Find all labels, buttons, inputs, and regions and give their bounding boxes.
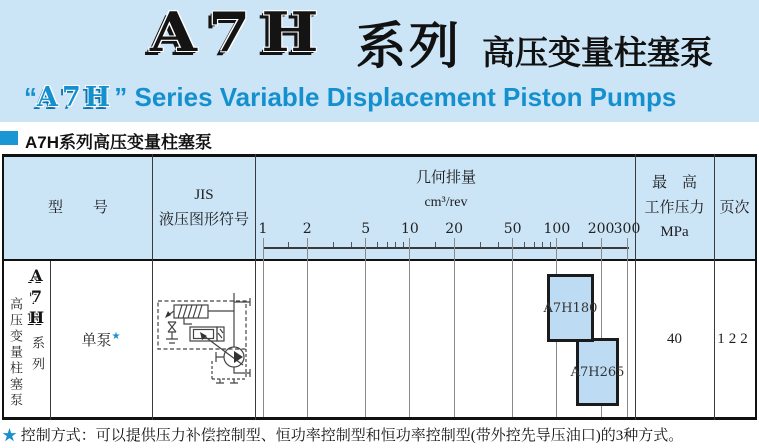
axis-gridline bbox=[512, 238, 513, 417]
pump-title-cn: 高压变量柱塞泵 bbox=[482, 34, 713, 71]
axis-tick-label: 2 bbox=[302, 221, 312, 237]
pump-spec-table bbox=[2, 154, 757, 420]
displacement-unit: cm³/rev bbox=[424, 194, 468, 210]
axis-baseline bbox=[263, 247, 629, 249]
title-banner bbox=[0, 0, 759, 122]
axis-minor-tick bbox=[403, 242, 404, 247]
pressure-value-cell: 40 bbox=[667, 330, 682, 347]
axis-gridline bbox=[627, 238, 628, 417]
subtitle-en-text: Series Variable Displacement Piston Pumps bbox=[127, 82, 677, 112]
axis-tick-label: 5 bbox=[361, 221, 371, 237]
axis-minor-tick bbox=[387, 242, 388, 247]
axis-minor-tick bbox=[524, 242, 525, 247]
axis-gridline bbox=[263, 238, 264, 417]
axis-minor-tick bbox=[377, 242, 378, 247]
jis-symbol-cell bbox=[153, 261, 255, 417]
header-model: 型 号 bbox=[47, 199, 108, 216]
axis-tick-label: 200 bbox=[587, 221, 615, 237]
axis-tick-label: 20 bbox=[445, 221, 464, 237]
header-pressure-line2: 工作压力 bbox=[644, 199, 705, 216]
jis-hydraulic-symbol-icon bbox=[154, 290, 254, 388]
page-value-cell: 122 bbox=[717, 330, 752, 347]
axis-tick-label: 300 bbox=[613, 221, 641, 237]
axis-gridline bbox=[365, 238, 366, 417]
axis-gridline bbox=[409, 238, 410, 417]
close-quote: ” bbox=[114, 82, 128, 112]
axis-minor-tick bbox=[288, 242, 289, 247]
header-displacement bbox=[255, 166, 637, 214]
header-pressure-line3: MPa bbox=[660, 224, 689, 241]
axis-tick-label: 100 bbox=[543, 221, 571, 237]
footnote-text: 控制方式：可以提供压力补偿控制型、恒功率控制型和恒功率控制型(带外控先导压油口)的3种方式。 bbox=[20, 428, 684, 444]
axis-minor-tick bbox=[333, 242, 334, 247]
displacement-bar bbox=[543, 274, 598, 342]
section-bullet-square bbox=[0, 131, 18, 145]
header-page: 页次 bbox=[719, 199, 750, 216]
a7h-logo: A7H bbox=[150, 0, 330, 64]
section-title: A7H系列高压变量柱塞泵 bbox=[25, 133, 213, 152]
bar-label: A7H180 bbox=[543, 300, 598, 316]
model-cell bbox=[50, 261, 152, 417]
bar-label: A7H265 bbox=[570, 364, 625, 380]
axis-tick-label: 1 bbox=[258, 221, 268, 237]
axis-minor-tick bbox=[480, 242, 481, 247]
axis-minor-tick bbox=[395, 242, 396, 247]
axis-minor-tick bbox=[351, 242, 352, 247]
axis-minor-tick bbox=[582, 242, 583, 247]
axis-tick-label: 10 bbox=[401, 221, 419, 237]
brand-series-vertical: 系列 bbox=[30, 336, 45, 378]
header-pressure bbox=[635, 157, 714, 259]
header-jis-line1: JIS bbox=[194, 187, 214, 204]
axis-minor-tick bbox=[550, 242, 551, 247]
brand-logo-stack bbox=[24, 265, 49, 328]
series-title-cn: 系列 bbox=[356, 18, 462, 74]
brand-logo-letter-a: A bbox=[30, 266, 43, 285]
brand-vertical-text: 高压变量柱塞泵 bbox=[8, 297, 23, 409]
header-jis-line2: 液压图形符号 bbox=[158, 212, 249, 228]
model-star-mark: ★ bbox=[111, 330, 121, 342]
footnote-star-icon: ★ bbox=[2, 428, 18, 444]
axis-minor-tick bbox=[498, 242, 499, 247]
footnote bbox=[2, 424, 683, 445]
header-jis bbox=[153, 157, 255, 259]
displacement-title: 几何排量 bbox=[415, 170, 476, 187]
axis-tick-label: 50 bbox=[503, 221, 522, 237]
displacement-bar bbox=[570, 338, 625, 406]
axis-minor-tick bbox=[534, 242, 535, 247]
axis-gridline bbox=[454, 238, 455, 417]
brand-cell bbox=[4, 261, 50, 417]
model-label: 单泵 bbox=[81, 332, 112, 349]
axis-gridline bbox=[307, 238, 308, 417]
open-quote: “ bbox=[24, 82, 37, 112]
header-pressure-line1: 最 高 bbox=[651, 174, 697, 191]
table-border-right bbox=[755, 154, 757, 420]
subtitle-en bbox=[24, 82, 676, 113]
axis-minor-tick bbox=[435, 242, 436, 247]
brand-logo-letter-7: 7 bbox=[30, 287, 43, 306]
axis-minor-tick bbox=[542, 242, 543, 247]
table-border-bottom bbox=[2, 417, 757, 420]
a7h-logo-blue: A7H bbox=[37, 82, 115, 113]
brand-logo-letter-h: H bbox=[28, 308, 45, 327]
